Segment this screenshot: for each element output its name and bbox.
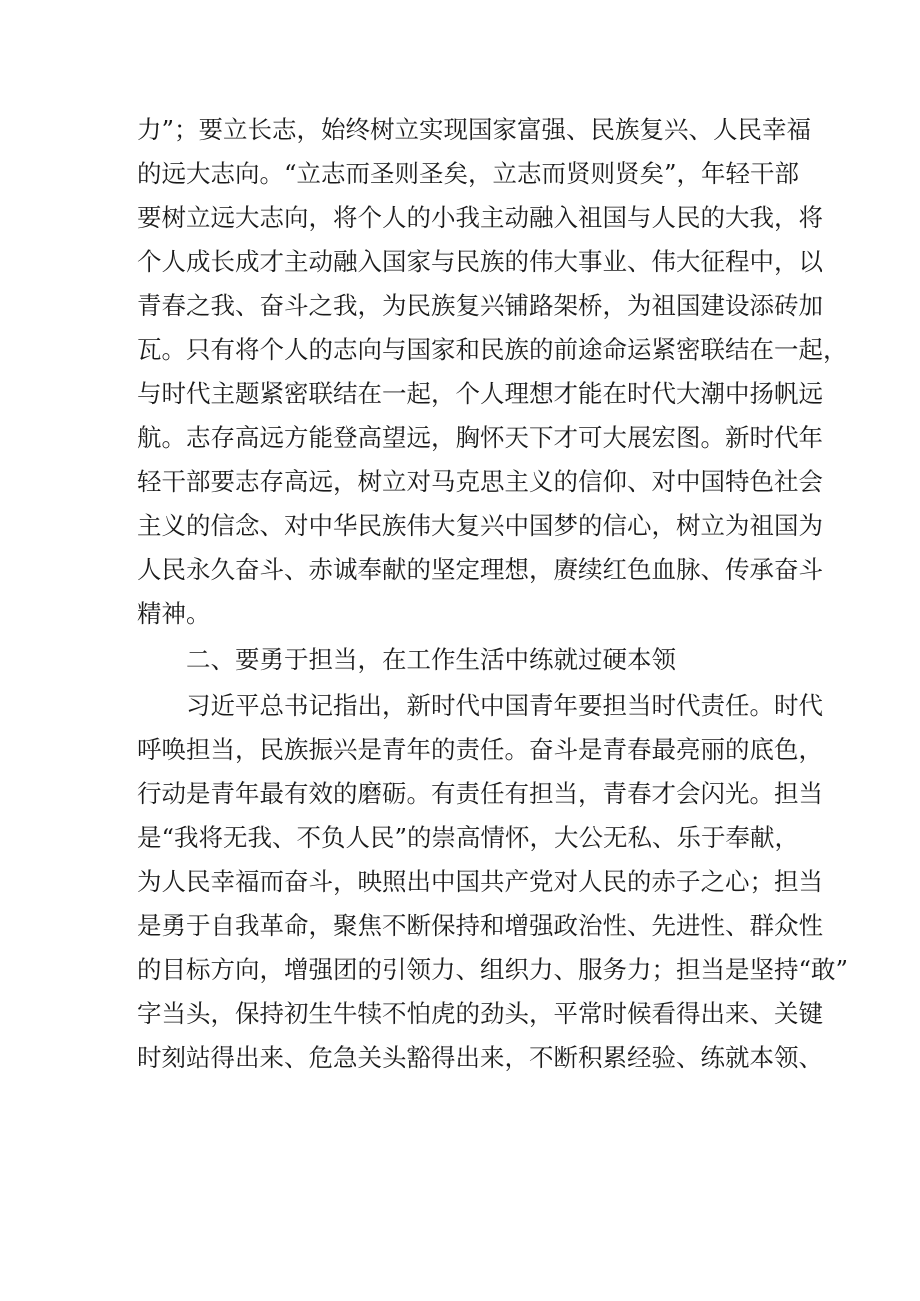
text-line: 字当头，保持初生牛犊不怕虎的劲头，平常时候看得出来、关键 xyxy=(137,999,823,1028)
text-line: 的远大志向。“立志而圣则圣矣，立志而贤则贤矣”，年轻干部 xyxy=(137,159,800,188)
text-line: 精神。 xyxy=(137,599,211,628)
text-line: 航。志存高远方能登高望远，胸怀天下才可大展宏图。新时代年 xyxy=(137,423,823,452)
text-line: 是勇于自我革命，聚焦不断保持和增强政治性、先进性、群众性 xyxy=(137,911,823,940)
text-line: 力”；要立长志，始终树立实现国家富强、民族复兴、人民幸福 xyxy=(137,115,812,144)
text-line: 人民永久奋斗、赤诚奉献的坚定理想，赓续红色血脉、传承奋斗 xyxy=(137,555,823,584)
text-line: 与时代主题紧密联结在一起，个人理想才能在时代大潮中扬帆远 xyxy=(137,379,823,408)
text-line: 主义的信念、对中华民族伟大复兴中国梦的信心，树立为祖国为 xyxy=(137,511,823,540)
text-line: 要树立远大志向，将个人的小我主动融入祖国与人民的大我，将 xyxy=(137,203,823,232)
text-line: 呼唤担当，民族振兴是青年的责任。奋斗是青春最亮丽的底色， xyxy=(137,735,823,764)
section-heading: 二、要勇于担当，在工作生活中练就过硬本领 xyxy=(186,645,676,674)
text-line: 的目标方向，增强团的引领力、组织力、服务力；担当是坚持“敢” xyxy=(137,955,849,984)
text-line: 为人民幸福而奋斗，映照出中国共产党对人民的赤子之心；担当 xyxy=(137,867,823,896)
text-line: 青春之我、奋斗之我，为民族复兴铺路架桥，为祖国建设添砖加 xyxy=(137,291,823,320)
text-line: 瓦。只有将个人的志向与国家和民族的前途命运紧密联结在一起， xyxy=(137,335,848,364)
text-line: 时刻站得出来、危急关头豁得出来，不断积累经验、练就本领、 xyxy=(137,1043,823,1072)
text-line: 个人成长成才主动融入国家与民族的伟大事业、伟大征程中，以 xyxy=(137,247,823,276)
text-line: 轻干部要志存高远，树立对马克思主义的信仰、对中国特色社会 xyxy=(137,467,823,496)
text-line: 是“我将无我、不负人民”的崇高情怀，大公无私、乐于奉献， xyxy=(137,823,800,852)
text-line: 习近平总书记指出，新时代中国青年要担当时代责任。时代 xyxy=(186,691,823,720)
text-line: 行动是青年最有效的磨砺。有责任有担当，青春才会闪光。担当 xyxy=(137,779,823,808)
